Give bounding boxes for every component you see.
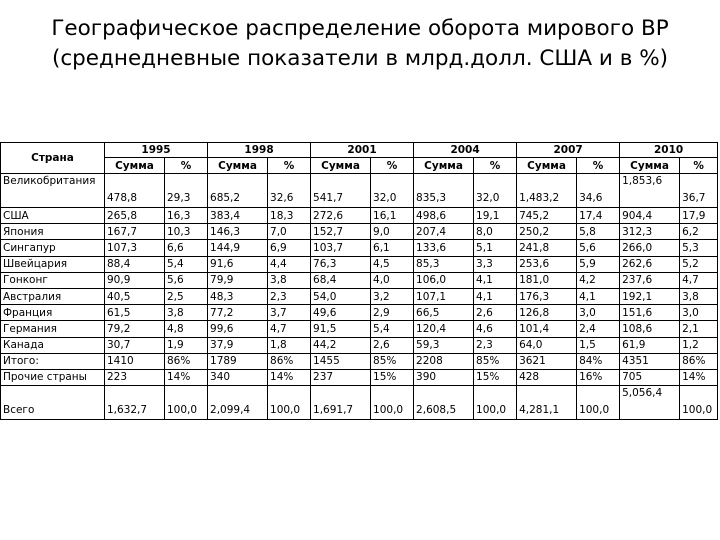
title-line-1: Географическое распределение оборота мирового ВР <box>51 16 669 41</box>
sum-cell: 1,853,6 <box>620 174 680 208</box>
country-cell: Германия <box>1 321 105 337</box>
sum-cell: 1,691,7 <box>311 386 371 420</box>
table-row <box>1 256 718 272</box>
percent-cell: 14% <box>165 369 208 385</box>
percent-cell: 85% <box>371 353 414 369</box>
percent-cell: 16% <box>577 369 620 385</box>
header-sum: Сумма <box>517 158 577 174</box>
sum-cell: 237,6 <box>620 272 680 288</box>
percent-cell: 6,6 <box>165 240 208 256</box>
percent-cell: 2,5 <box>165 288 208 304</box>
header-pct: % <box>371 158 414 174</box>
percent-cell: 18,3 <box>268 208 311 224</box>
header-year: 2001 <box>311 143 414 158</box>
sum-cell: 241,8 <box>517 240 577 256</box>
percent-cell: 2,6 <box>474 305 517 321</box>
sum-cell: 207,4 <box>414 224 474 240</box>
sum-cell: 266,0 <box>620 240 680 256</box>
percent-cell: 10,3 <box>165 224 208 240</box>
sum-cell: 133,6 <box>414 240 474 256</box>
table-row <box>1 353 718 369</box>
country-cell: Всего <box>1 386 105 420</box>
percent-cell: 29,3 <box>165 174 208 208</box>
sum-cell: 745,2 <box>517 208 577 224</box>
header-sum: Сумма <box>620 158 680 174</box>
sum-cell: 30,7 <box>105 337 165 353</box>
percent-cell: 5,3 <box>680 240 718 256</box>
percent-cell: 4,7 <box>268 321 311 337</box>
percent-cell: 4,2 <box>577 272 620 288</box>
percent-cell: 16,1 <box>371 208 414 224</box>
sum-cell: 85,3 <box>414 256 474 272</box>
sum-cell: 1789 <box>208 353 268 369</box>
percent-cell: 100,0 <box>474 386 517 420</box>
percent-cell: 1,9 <box>165 337 208 353</box>
percent-cell: 17,9 <box>680 208 718 224</box>
sum-cell: 705 <box>620 369 680 385</box>
percent-cell: 86% <box>268 353 311 369</box>
percent-cell: 2,1 <box>680 321 718 337</box>
country-cell: Итого: <box>1 353 105 369</box>
percent-cell: 2,4 <box>577 321 620 337</box>
percent-cell: 3,0 <box>680 305 718 321</box>
percent-cell: 3,8 <box>165 305 208 321</box>
table-row <box>1 174 718 208</box>
header-country: Страна <box>1 143 105 174</box>
sum-cell: 108,6 <box>620 321 680 337</box>
sum-cell: 77,2 <box>208 305 268 321</box>
percent-cell: 5,8 <box>577 224 620 240</box>
sum-cell: 498,6 <box>414 208 474 224</box>
table-row <box>1 386 718 420</box>
percent-cell: 9,0 <box>371 224 414 240</box>
fx-turnover-table <box>0 142 718 420</box>
slide-title <box>18 14 702 74</box>
country-cell: США <box>1 208 105 224</box>
percent-cell: 1,5 <box>577 337 620 353</box>
table-body <box>1 174 718 420</box>
percent-cell: 32,6 <box>268 174 311 208</box>
percent-cell: 5,4 <box>165 256 208 272</box>
title-line-2: (среднедневные показатели в млрд.долл. США и в %) <box>51 46 669 71</box>
sum-cell: 2208 <box>414 353 474 369</box>
sum-cell: 272,6 <box>311 208 371 224</box>
sum-cell: 1,632,7 <box>105 386 165 420</box>
percent-cell: 3,8 <box>268 272 311 288</box>
percent-cell: 15% <box>371 369 414 385</box>
percent-cell: 17,4 <box>577 208 620 224</box>
percent-cell: 1,8 <box>268 337 311 353</box>
header-year: 2007 <box>517 143 620 158</box>
sum-cell: 64,0 <box>517 337 577 353</box>
percent-cell: 4,0 <box>371 272 414 288</box>
percent-cell: 4,4 <box>268 256 311 272</box>
percent-cell: 1,2 <box>680 337 718 353</box>
sum-cell: 79,9 <box>208 272 268 288</box>
table-row <box>1 288 718 304</box>
percent-cell: 3,7 <box>268 305 311 321</box>
percent-cell: 3,3 <box>474 256 517 272</box>
percent-cell: 84% <box>577 353 620 369</box>
sum-cell: 3621 <box>517 353 577 369</box>
header-sum: Сумма <box>414 158 474 174</box>
header-sum: Сумма <box>208 158 268 174</box>
sum-cell: 88,4 <box>105 256 165 272</box>
sum-cell: 76,3 <box>311 256 371 272</box>
percent-cell: 2,3 <box>474 337 517 353</box>
sum-cell: 151,6 <box>620 305 680 321</box>
sum-cell: 181,0 <box>517 272 577 288</box>
header-year: 1995 <box>105 143 208 158</box>
header-sum: Сумма <box>105 158 165 174</box>
header-pct: % <box>165 158 208 174</box>
header-year: 1998 <box>208 143 311 158</box>
sum-cell: 49,6 <box>311 305 371 321</box>
sum-cell: 61,9 <box>620 337 680 353</box>
table-row <box>1 240 718 256</box>
country-cell: Япония <box>1 224 105 240</box>
sum-cell: 68,4 <box>311 272 371 288</box>
sum-cell: 250,2 <box>517 224 577 240</box>
percent-cell: 6,9 <box>268 240 311 256</box>
sum-cell: 99,6 <box>208 321 268 337</box>
percent-cell: 32,0 <box>371 174 414 208</box>
percent-cell: 4,7 <box>680 272 718 288</box>
percent-cell: 14% <box>680 369 718 385</box>
table-row <box>1 305 718 321</box>
sum-cell: 126,8 <box>517 305 577 321</box>
sum-cell: 340 <box>208 369 268 385</box>
sum-cell: 44,2 <box>311 337 371 353</box>
percent-cell: 85% <box>474 353 517 369</box>
percent-cell: 3,8 <box>680 288 718 304</box>
country-cell: Швейцария <box>1 256 105 272</box>
percent-cell: 2,9 <box>371 305 414 321</box>
header-pct: % <box>268 158 311 174</box>
sum-cell: 1410 <box>105 353 165 369</box>
sum-cell: 237 <box>311 369 371 385</box>
header-pct: % <box>680 158 718 174</box>
table-row <box>1 224 718 240</box>
percent-cell: 32,0 <box>474 174 517 208</box>
sum-cell: 79,2 <box>105 321 165 337</box>
sum-cell: 2,099,4 <box>208 386 268 420</box>
sum-cell: 103,7 <box>311 240 371 256</box>
sum-cell: 265,8 <box>105 208 165 224</box>
table-row <box>1 337 718 353</box>
sum-cell: 66,5 <box>414 305 474 321</box>
percent-cell: 4,1 <box>474 272 517 288</box>
sum-cell: 48,3 <box>208 288 268 304</box>
sum-cell: 144,9 <box>208 240 268 256</box>
percent-cell: 6,1 <box>371 240 414 256</box>
sum-cell: 152,7 <box>311 224 371 240</box>
country-cell: Прочие страны <box>1 369 105 385</box>
percent-cell: 15% <box>474 369 517 385</box>
percent-cell: 100,0 <box>680 386 718 420</box>
sum-cell: 1455 <box>311 353 371 369</box>
sum-cell: 835,3 <box>414 174 474 208</box>
sum-cell: 428 <box>517 369 577 385</box>
percent-cell: 36,7 <box>680 174 718 208</box>
percent-cell: 5,4 <box>371 321 414 337</box>
percent-cell: 5,9 <box>577 256 620 272</box>
sum-cell: 91,5 <box>311 321 371 337</box>
header-year: 2004 <box>414 143 517 158</box>
sum-cell: 685,2 <box>208 174 268 208</box>
percent-cell: 4,1 <box>474 288 517 304</box>
sum-cell: 390 <box>414 369 474 385</box>
sum-cell: 2,608,5 <box>414 386 474 420</box>
country-cell: Франция <box>1 305 105 321</box>
sum-cell: 4351 <box>620 353 680 369</box>
sum-cell: 146,3 <box>208 224 268 240</box>
sum-cell: 37,9 <box>208 337 268 353</box>
sum-cell: 253,6 <box>517 256 577 272</box>
percent-cell: 14% <box>268 369 311 385</box>
percent-cell: 100,0 <box>268 386 311 420</box>
percent-cell: 100,0 <box>371 386 414 420</box>
sum-cell: 61,5 <box>105 305 165 321</box>
sum-cell: 1,483,2 <box>517 174 577 208</box>
percent-cell: 4,5 <box>371 256 414 272</box>
sum-cell: 107,3 <box>105 240 165 256</box>
sum-cell: 4,281,1 <box>517 386 577 420</box>
country-cell: Сингапур <box>1 240 105 256</box>
table-row <box>1 208 718 224</box>
sum-cell: 91,6 <box>208 256 268 272</box>
percent-cell: 86% <box>680 353 718 369</box>
percent-cell: 16,3 <box>165 208 208 224</box>
percent-cell: 5,1 <box>474 240 517 256</box>
sum-cell: 120,4 <box>414 321 474 337</box>
sum-cell: 383,4 <box>208 208 268 224</box>
percent-cell: 4,6 <box>474 321 517 337</box>
sum-cell: 59,3 <box>414 337 474 353</box>
country-cell: Гонконг <box>1 272 105 288</box>
sum-cell: 312,3 <box>620 224 680 240</box>
percent-cell: 8,0 <box>474 224 517 240</box>
sum-cell: 223 <box>105 369 165 385</box>
sum-cell: 904,4 <box>620 208 680 224</box>
sum-cell: 262,6 <box>620 256 680 272</box>
sum-cell: 192,1 <box>620 288 680 304</box>
percent-cell: 5,6 <box>165 272 208 288</box>
sum-cell: 167,7 <box>105 224 165 240</box>
sum-cell: 106,0 <box>414 272 474 288</box>
header-sum: Сумма <box>311 158 371 174</box>
header-pct: % <box>577 158 620 174</box>
percent-cell: 86% <box>165 353 208 369</box>
percent-cell: 3,0 <box>577 305 620 321</box>
table-row <box>1 369 718 385</box>
table-row <box>1 272 718 288</box>
header-year: 2010 <box>620 143 718 158</box>
percent-cell: 4,1 <box>577 288 620 304</box>
percent-cell: 100,0 <box>165 386 208 420</box>
sum-cell: 541,7 <box>311 174 371 208</box>
header-pct: % <box>474 158 517 174</box>
sum-cell: 101,4 <box>517 321 577 337</box>
sum-cell: 90,9 <box>105 272 165 288</box>
percent-cell: 34,6 <box>577 174 620 208</box>
sum-cell: 54,0 <box>311 288 371 304</box>
sum-cell: 176,3 <box>517 288 577 304</box>
country-cell: Австралия <box>1 288 105 304</box>
percent-cell: 6,2 <box>680 224 718 240</box>
percent-cell: 3,2 <box>371 288 414 304</box>
percent-cell: 7,0 <box>268 224 311 240</box>
sum-cell: 40,5 <box>105 288 165 304</box>
country-cell: Канада <box>1 337 105 353</box>
percent-cell: 4,8 <box>165 321 208 337</box>
percent-cell: 2,3 <box>268 288 311 304</box>
country-cell: Великобритания <box>1 174 105 208</box>
sum-cell: 5,056,4 <box>620 386 680 420</box>
sum-cell: 478,8 <box>105 174 165 208</box>
percent-cell: 5,2 <box>680 256 718 272</box>
percent-cell: 5,6 <box>577 240 620 256</box>
percent-cell: 2,6 <box>371 337 414 353</box>
sum-cell: 107,1 <box>414 288 474 304</box>
percent-cell: 100,0 <box>577 386 620 420</box>
percent-cell: 19,1 <box>474 208 517 224</box>
table-row <box>1 321 718 337</box>
